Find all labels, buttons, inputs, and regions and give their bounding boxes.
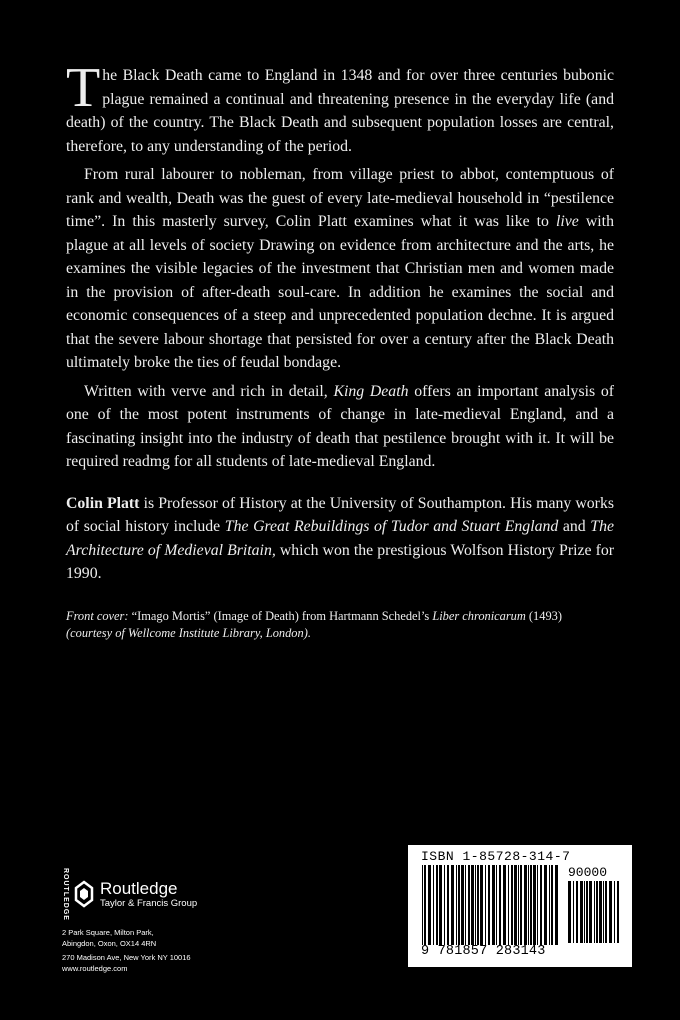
- barcode-bar: [447, 865, 449, 945]
- barcode-bar: [436, 865, 438, 945]
- barcode-bar: [458, 865, 460, 945]
- publisher-address: 2 Park Square, Milton Park, Abingdon, Oxon, OX14 4RN 270 Madison Ave, New York NY 10016 www.routledge.com: [62, 927, 191, 973]
- barcode-bar: [444, 865, 445, 945]
- barcode-bar: [594, 881, 595, 943]
- barcode-bar: [451, 865, 454, 945]
- barcode-bar: [503, 865, 506, 945]
- barcode-bar: [496, 865, 497, 945]
- author-name: Colin Platt: [66, 494, 140, 512]
- barcode-bar: [580, 881, 583, 943]
- barcode-bar: [573, 881, 574, 943]
- barcode-bar: [468, 865, 470, 945]
- barcode-bar: [508, 865, 509, 945]
- barcode-bar: [605, 881, 607, 943]
- barcode-bar: [477, 865, 479, 945]
- barcode-bar: [488, 865, 490, 945]
- barcode-bar: [549, 865, 550, 945]
- barcode-bar: [530, 865, 532, 945]
- addon-barcode-bars: [568, 881, 622, 943]
- barcode-bar: [514, 865, 517, 945]
- barcode-bar: [480, 865, 483, 945]
- isbn-barcode: [408, 845, 632, 967]
- logo-vertical-text: ROUTLEDGE: [62, 868, 69, 921]
- blurb-paragraph-1: The Black Death came to England in 1348 and for over three centuries bubonic plague remained a continual and threatening presence in the everyday life (and death) of the country. The Black Death and subsequent population losses are central, therefore, to any understanding of the period.: [66, 57, 614, 155]
- price-addon-digits: 90000: [568, 865, 608, 880]
- barcode-bar: [586, 881, 588, 943]
- barcode-bar: [424, 865, 426, 945]
- barcode-bar: [499, 865, 501, 945]
- routledge-logo-icon: [73, 880, 95, 908]
- barcode-bar: [609, 881, 612, 943]
- cover-credit: Front cover: “Imago Mortis” (Image of Death) from Hartmann Schedel’s Liber chronicarum (1493) (courtesy of Wellcome Institute Library, London).: [66, 608, 562, 640]
- barcode-bars: [422, 865, 562, 945]
- barcode-bar: [544, 865, 547, 945]
- barcode-bar: [485, 865, 486, 945]
- barcode-bar: [439, 865, 442, 945]
- barcode-bar: [596, 881, 598, 943]
- barcode-bar: [465, 865, 466, 945]
- barcode-bar: [551, 865, 553, 945]
- isbn-text: ISBN 1-85728-314-7: [421, 849, 571, 864]
- barcode-bar: [589, 881, 592, 943]
- barcode-bar: [599, 881, 602, 943]
- barcode-bar: [576, 881, 578, 943]
- barcode-bar: [492, 865, 495, 945]
- barcode-bar: [537, 865, 538, 945]
- barcode-bar: [428, 865, 431, 945]
- barcode-bar: [471, 865, 474, 945]
- barcode-bar: [584, 881, 585, 943]
- publisher-block: [62, 868, 262, 974]
- barcode-bar: [433, 865, 434, 945]
- barcode-bar: [528, 865, 529, 945]
- barcode-bar: [520, 865, 522, 945]
- barcode-bar: [603, 881, 604, 943]
- barcode-bar: [555, 865, 558, 945]
- back-cover-blurb: [66, 57, 614, 647]
- barcode-bar: [533, 865, 536, 945]
- barcode-bar: [540, 865, 542, 945]
- barcode-bar: [617, 881, 619, 943]
- barcode-bar: [568, 881, 571, 943]
- blurb-paragraph-3: Written with verve and rich in detail, King Death offers an important analysis of one of the most potent instruments of change in late-medieval England, and a fascinating insight into the industry of death that pestilence brought with it. It will be required readmg for all students of late-medieval England.: [66, 382, 614, 470]
- blurb-paragraph-2: From rural labourer to nobleman, from village priest to abbot, contemptuous of rank and wealth, Death was the guest of every late-medieval household in “pestilence time”. In this masterly survey, Colin Platt examines what it was like to live with plague at all levels of society Drawing on evidence from architecture and the arts, he examines the visible legacies of the investment that Christian men and women made in the provision of after-death soul-care. In addition he examines the social and economic consequences of a steep and unprecedented population dechne. It is argued that the severe labour shortage that persisted for over a century after the Black Death ultimately broke the ties of feudal bondage.: [66, 166, 614, 371]
- barcode-bar: [456, 865, 457, 945]
- barcode-bar: [524, 865, 527, 945]
- drop-cap: T: [66, 57, 101, 119]
- barcode-bar: [511, 865, 513, 945]
- barcode-bar: [614, 881, 615, 943]
- ean-digits: 9 781857 283143: [421, 944, 546, 959]
- publisher-name: Routledge: [100, 878, 178, 898]
- barcode-bar: [461, 865, 464, 945]
- author-bio: Colin Platt is Professor of History at the University of Southampton. His many works of social history include The Great Rebuildings of Tudor and Stuart England and The Architecture of Medieval Britain, which won the prestigious Wolfson History Prize for 1990.: [66, 494, 614, 582]
- publisher-group: Taylor & Francis Group: [100, 897, 198, 909]
- publisher-logo: [62, 868, 262, 921]
- barcode-bar: [518, 865, 519, 945]
- barcode-bar: [475, 865, 476, 945]
- barcode-bar: [422, 865, 423, 945]
